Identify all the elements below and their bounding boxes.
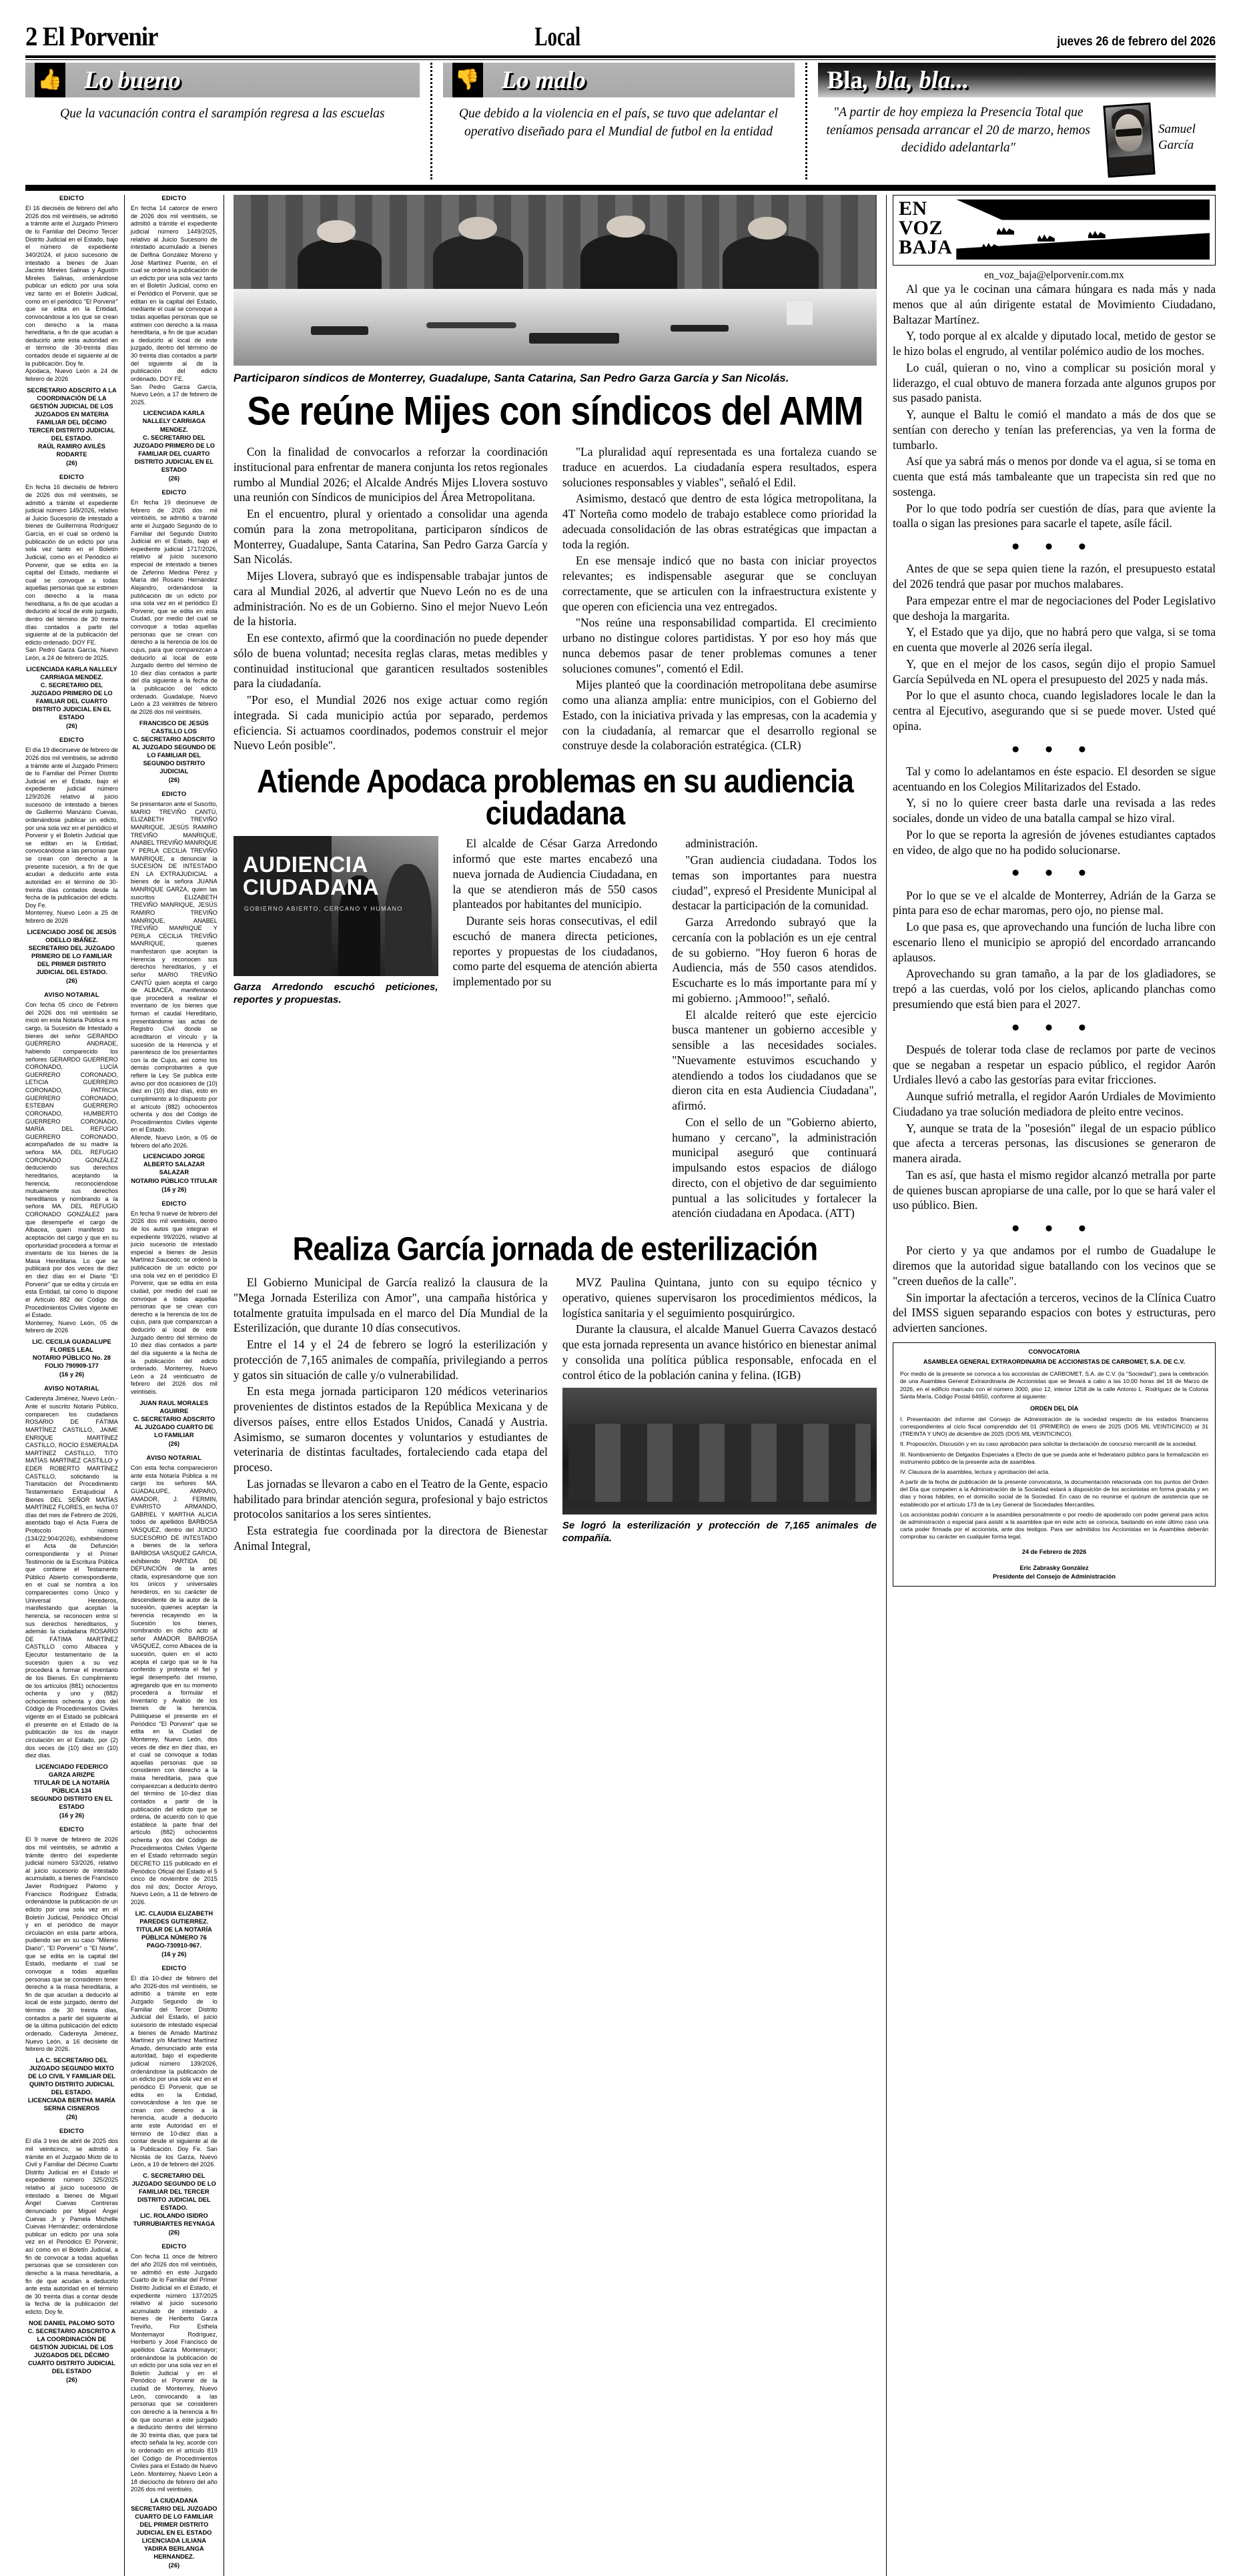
article-paragraph: El Gobierno Municipal de García realizó la clausura de la "Mega Jornada Esteriliza con Amor", una campaña histórica y totalmente gratuita impulsada en el marco del Día Mundial de la Esterilización, que durante 10 días consecutivos. <box>233 1276 548 1335</box>
edict-heading: AVISO NOTARIAL <box>44 991 99 999</box>
edict-body: En fecha 14 catorce de enero de 2026 dos mil veintiséis, se admitió a trámite el expediente judicial número 1449/2025, relativo al Juicio Sucesorio de intestado acumulado a bienes de Delfina González Moreno y José Martínez Puente, en el cual se ordenó la publicación de un edicto por una sola vez tanto en el Boletín Judicial, como en el Periódico el Porvenir, que se editan en la capital del Estado, mediante el cual se convoque a todas aquellas personas que se estimen con derecho a la masa hereditaria, a fin de que acudan a deducirlo al local de este juzgado, dentro del término de 30 treinta días contados a partir del siguiente al de la publicación del edicto ordenado. DOY FE. <box>130 205 218 382</box>
edict-heading: EDICTO <box>161 1965 187 1972</box>
edict-place: Apodaca, Nuevo León a 24 de febrero de 2026 <box>25 368 118 382</box>
esterilizacion-photo <box>562 1388 877 1515</box>
article-paragraph: "Por eso, el Mundial 2026 nos exige actuar como región integrada. Si cada municipio actúa por separado, perdemos eficiencia. Si actuamos coordinados, podemos construir el mejor Nuevo León posible". <box>233 693 548 753</box>
edict-signature: LA CIUDADANA SECRETARIO DEL JUZGADO CUARTO DE LO FAMILIAR DEL PRIMER DISTRITO JUDICIAL EN EL ESTADO LICENCIADA LILIANA YADIRA BERLANGA HERNANDEZ. <box>131 2497 218 2561</box>
audiencia-photo-subtitle: GOBIERNO ABIERTO, CERCANO Y HUMANO <box>244 905 403 913</box>
convocatoria-notice <box>893 1342 1216 1587</box>
en-voz-baja-email[interactable]: en_voz_baja@elporvenir.com.mx <box>984 270 1124 281</box>
edict-body: Con fecha 05 cinco de Febrero del 2026 dos mil veintiséis se inició en esta Notaría Pública a mi cargo, la Sucesión de Intestado a bienes del señor GERARDO GUERRERO ANDRADE, habiendo comparecido los señores GERARDO GUERRERO CORONADO, LUCÍA GUERRERO CORONADO, LETICIA GUERRERO CORONADO, PATRICIA GUERRERO CORONADO, ESTEBAN GUERRERO CORONADO, HUMBERTO GUERRERO CORONADO, MARÍA DEL REFUGIO GUERRERO CORONADO, acompañados de su madre la señora MA. DEL REFUGIO CORONADO GONZÁLEZ deduciendo sus derechos hereditarios, aceptando la herencia, reconociéndose mutuamente sus derechos hereditarios y nombrando a la señora MA. DEL REFUGIO CORONADO GONZÁLEZ para que desempeñe el cargo de Albacea, quien manifestó su aceptación del cargo y que en su oportunidad procederá a formar el inventario de los bienes de la Masa Hereditaria. Lo que se publicará por dos veces de diez en diez días en el Diario "El Porvenir" que se edita y circula en esta Entidad, tal como lo dispone el Artículo 882 del Código de Procedimientos Civiles vigente en el Estado. <box>25 1001 118 1319</box>
en-voz-baja-paragraph: Antes de que se sepa quien tiene la razón, el presupuesto estatal del 2026 tendrá que pasar por muchos malabares. <box>892 562 1216 591</box>
article-paragraph: "Nos reúne una responsabilidad compartida. El crecimiento urbano no distingue colores partidistas. Y por eso hoy más que nunca debemos pasar de tener problemas comunes a tener soluciones comunes", comentó el Edil. <box>562 616 877 675</box>
masthead-rule <box>25 55 1216 60</box>
edict-number: (16 y 26) <box>59 1812 85 1819</box>
edict-number: (26) <box>168 2229 180 2236</box>
thumbs-down-icon: 👎 <box>452 63 483 97</box>
edict-heading: EDICTO <box>161 1200 187 1208</box>
convocatoria-items <box>900 1416 1208 1476</box>
lo-malo-text: Que debido a la violencia en el país, se tuvo que adelantar el operativo diseñado para el Mundial de futbol en la entidad <box>458 107 779 139</box>
en-voz-baja-body <box>893 282 1216 1336</box>
edict-place: San Pedro Garza García, Nuevo León, a 24 de febrero de 2025. <box>25 647 118 662</box>
article-paragraph: El alcalde reiteró que este ejercicio busca mantener un gobierno accesible y sensible a las necesidades sociales. "Nuevamente estuvimos escuchando y atendiendo a todos los ciudadanos que se dieron cita en esta Audiencia Ciudadana", afirmó. <box>672 1007 877 1113</box>
convocatoria-signature: 24 de Febrero de 2026 Eric Zabrasky González Presidente del Consejo de Administración <box>992 1548 1116 1580</box>
lo-bueno-title: Lo bueno <box>84 66 181 94</box>
bla-person <box>1106 104 1216 176</box>
convocatoria-item: II. Proposición, Discusión y en su caso aprobación para solicitar la declaración de concurso mercantil de la sociedad. <box>899 1440 1198 1448</box>
edict-signature: LICENCIADA KARLA NALLELY CARRIAGA MENDEZ. C. SECRETARIO DEL JUZGADO PRIMERO DE LO FAMILIAR DEL CUARTO DISTRITO JUDICIAL EN EL ESTADO <box>26 665 117 721</box>
section-title: Local <box>534 21 581 51</box>
edict-notice <box>25 991 118 1379</box>
lo-bueno-banner <box>25 63 420 97</box>
edict-heading: EDICTO <box>59 195 84 202</box>
paragraph-separator: ● ● ● <box>1011 864 1098 881</box>
edict-body: Se presentaron ante el Suscrito, MARIO TREVIÑO CANTÚ, ELIZABETH TREVIÑO MANRIQUE, JESÚS RAMIRO TREVIÑO MANRIQUE, ANABEL TREVIÑO MANRIQUE Y PERLA CECILIA TREVIÑO MANRIQUE, a denunciar la SUCESIÓN DE INTESTADO EN LA EXTRAJUDICIAL a bienes de la señora JUANA MANRIQUE GARZA, quien las suscritos ELIZABETH TREVIÑO MANRIQUE, JESÚS RAMIRO TREVIÑO MANRIQUE, ANABEL TREVIÑO MANRIQUE Y PERLA CECILIA TREVIÑO MANRIQUE, quienes manifestaron que aceptan la Herencia y reconocen sus derechos hereditarios, y el señor MARIO TREVIÑO CANTÚ quien acepta el cargo de ALBACEA, manifestando que procederá a realizar el inventario de los bienes que forman el caudal Hereditario, presentándome las actas de Registro Civil donde se acreditaron el vínculo y la sucesión de la Herencia y el parentesco de los presentantes con la de Cujus, así como los demás comprobantes a que refiere la Ley. Se publica este aviso por dos ocasiones de (10) diez en (10) diez días, esto en cumplimiento a lo dispuesto por el artículo (882) ochocientos ochenta y dos del Código de Procedimientos Civiles vigente en el Estado. <box>130 801 218 1134</box>
edict-number: (26) <box>168 1440 180 1448</box>
edict-signature: LICENCIADO FEDERICO GARZA ARIZPE TITULAR DE LA NOTARÍA PÚBLICA 134 SEGUNDO DISTRITO EN EL ESTADO <box>31 1763 113 1811</box>
edict-number: (16 y 26) <box>161 1186 187 1193</box>
en-voz-baja-paragraph: Por lo que se reporta la agresión de jóvenes estudiantes captados en video, de algo que no ha podido solucionarse. <box>892 827 1216 857</box>
en-voz-baja-paragraph: Y, que en el mejor de los casos, según dijo el propio Samuel García Sepúlveda en NL opera el presupuesto del 2025 y nada más. <box>892 657 1216 686</box>
lo-malo-cell <box>430 63 805 179</box>
edict-body: El día 10-diez de febrero del año 2026-dos mil veintiséis, se admitió a trámite en este Juzgado Segundo de lo Familiar del Tercer Distrito Judicial del Estado, el juicio sucesorio de intestado especial a bienes de Amado Martínez Martínez y/o Martínez Martínez Amado, denunciado ante esta autoridad, bajo el expediente judicial número 139/2026, ordenándose la publicación de un edicto por una sola vez en el periódico El Porvenir, que se edita en la Entidad, convocándose a los que se crean con derecho a la herencia, acudir a deducirlo ante este Autoridad en el término de 10-diez días a contar desde el siguiente al de la Publicación. Doy Fe. San Nicolás de los Garza, Nuevo León, a 19 de febrero del 2026. <box>130 1975 218 2168</box>
article-paragraph: administración. <box>685 837 758 851</box>
en-voz-baja-paragraph: Y, todo porque al ex alcalde y diputado local, metido de gestor se le hizo bolas el engrudo, al ventilar polémico audio de los moches. <box>892 329 1216 358</box>
edict-body: El 16 dieciséis de febrero del año 2026 dos mil veintiséis, se admitió a trámite ante el Juzgado Primero de lo Familiar del Décimo Tercer Distrito Judicial en el Estado, bajo el número de expediente 340/2024, el juicio sucesorio de intestado a bienes de Juan Jacinto Mireles Salinas y Agustín Mireles Salinas, ordenándose publicar un edicto por una sola vez tanto en el Boletín Judicial, como en el periódico "El Porvenir" que se edita en la Entidad, convocándose a los que se crean con derecho a la masa hereditaria, a fin de que acudan a deducirlo ante esta autoridad en el término de 30-treinta días contados desde el siguiente al de la publicación. Doy fe. <box>25 205 118 367</box>
edict-body: En fecha 9 nueve de febrero del 2026 dos mil veintiséis, dentro de los autos que integran el expediente 99/2026, relativo al juicio sucesorio de intestado especial a bienes de Jesús Martínez Saucedo; se ordenó la publicación de un edicto por una sola vez en el periódico El Porvenir, que se edita en esta ciudad, por medio del cual se convoque a todas aquellas personas que se crean con derecho a la herencia de los de cujus, para que comparezcan a deducirlo al local de este Juzgado dentro del término de 10 diez días contados a partir del día siguiente a la fecha de la publicación del edicto ordenado. Monterrey, Nuevo León a 24 veinticuatro de febrero del 2026 dos mil veintiséis. <box>130 1210 218 1396</box>
edict-signature: FRANCISCO DE JESÚS CASTILLO LOS C. SECRETARIO ADSCRITO AL JUZGADO SEGUNDO DE LO FAMILIAR DEL SEGUNDO DISTRITO JUDICIAL <box>132 719 216 775</box>
lo-malo-banner <box>443 63 795 97</box>
lo-bueno-cell <box>25 63 430 179</box>
article-paragraph: En esta mega jornada participaron 120 médicos veterinarios provenientes de distintos estados de la República Mexicana y de diversos países, entre ellos Estados Unidos, Canadá y Austria. Asimismo, se sumaron docentes y voluntarios y estudiantes de veterinaria de distintas facultades, fortaleciendo cada etapa del proceso. <box>233 1384 548 1474</box>
convocatoria-item: I. Presentación del informe del Consejo de Administración de la sociedad respecto de los estados financieros correspondientes al ciclo fiscal comprendido del 01 (PRIMERO) de enero de 2025 (DOS MIL VEINTICINCO) al 31 (TREINTA Y UNO) de diciembre de 2025 (DOS MIL VEINTICINCO). <box>899 1415 1208 1438</box>
article-paragraph: Garza Arredondo subrayó que la cercanía con la población es un eje central de su gobierno. "Hoy fueron 6 horas de Audiencia, más de 550 casos atendidos. Escucharte es lo más importante para mí y mi gobierno. ¡Ammooo!", señaló. <box>672 915 877 1005</box>
convocatoria-note: A partir de la fecha de publicación de la presente convocatoria, la documentación relacionada con los puntos del Orden del Día que competen a la Administración de la Sociedad estará a disposición de los accionistas en forma gratuita y en días y horas hábiles, en el domicilio social de la Sociedad. En caso de no reunirse el quórum de asistencia que se establecido por el artículo 173 de la Ley General de Sociedades Mercantiles. <box>899 1478 1208 1508</box>
mijes-meeting-photo <box>234 195 877 366</box>
garcia-photo-caption: Se logró la esterilización y protección de 7,165 animales de compañía. <box>562 1520 877 1545</box>
edict-number: (26) <box>66 2377 77 2384</box>
edict-body: El día 3 tres de abril de 2025 dos mil veinticinco, se admitió a trámite en el Juzgado Mixto de lo Civil y Familiar del Décimo Cuarto Distrito Judicial en el Estado el expediente número 325/2025 relativo al juicio sucesorio de intestado a bienes de Miguel Ángel Cuevas Contreras denunciado por Miguel Ángel Cuevas Jr y Pamela Michelle Cuevas Hernández; ordenándose publicar un edicto por una sola vez en el Periódico El Porvenir, así como en el Boletín Judicial, a fin de convocar a todas aquellas personas que se consideren con derecho a la masa hereditaria, a fin de que acudan a deducirlo ante esta autoridad en el término de 30 treinta días a contar desde la fecha de la publicación del edicto. Doy fe. <box>25 2138 118 2316</box>
edict-place: Monterrey, Nuevo León, 05 de febrero de 2026 <box>25 1319 118 1334</box>
bla-bold-word: Bla <box>827 66 863 94</box>
en-voz-baja-title: EN VOZ BAJA <box>898 197 953 258</box>
en-voz-baja-header <box>893 195 1216 266</box>
article-paragraph: "La pluralidad aquí representada es una fortaleza cuando se traduce en acuerdos. La ciudadanía espera resultados, espera soluciones responsables y viables", señaló el Edil. <box>562 445 877 489</box>
edict-notice <box>131 195 218 483</box>
article-paragraph: Entre el 14 y el 24 de febrero se logró la esterilización y protección de 7,165 animales de compañía, privilegiando a perros y gatos sin situación de calle y/o vulnerabilidad. <box>233 1338 548 1382</box>
section-divider-rule <box>25 185 1216 191</box>
edict-heading: AVISO NOTARIAL <box>146 1454 202 1462</box>
edict-number: (26) <box>66 2114 77 2121</box>
en-voz-baja-paragraph: Tal y como lo adelantamos en éste espacio. El desorden se sigue acentuando en los Colegios Militarizados del Estado. <box>892 764 1216 793</box>
article-paragraph: Asimismo, destacó que dentro de esta lógica metropolitana, la 4T Norteña como modelo de trabajo establece como prioridad la adecuada consolidación de las obras estratégicas que impactan a toda la región. <box>562 492 877 551</box>
bla-rest: , bla, bla... <box>862 66 969 94</box>
article-paragraph: Con el sello de un "Gobierno abierto, humano y cercano", la administración municipal aseguró que continuará impulsando estos espacios de diálogo directo, con el objetivo de dar seguimiento puntual a las solicitudes y fortalecer la atención ciudadana en Apodaca. (ATT) <box>672 1115 877 1220</box>
article-paragraph: En el encuentro, plural y orientado a consolidar una agenda común para la zona metropolitana, participaron síndicos de Monterrey, Guadalupe, Santa Catarina, San Pedro Garza García y San Nicolás. <box>233 507 548 566</box>
en-voz-baja-paragraph: Para empezar entre el mar de negociaciones del Poder Legislativo que deshoja la margarita. <box>892 593 1216 622</box>
edict-heading: EDICTO <box>161 195 187 202</box>
edict-number: (26) <box>168 777 180 784</box>
edict-notice <box>25 2128 118 2385</box>
article-paragraph: Esta estrategia fue coordinada por la directora de Bienestar Animal Integral, <box>233 1524 548 1553</box>
en-voz-baja-paragraph: Por lo que se ve el alcalde de Monterrey, Adrián de la Garza se pinta para eso de echar maromas, pero ojo, no piense mal. <box>892 888 1216 917</box>
apodaca-col-text-1 <box>453 836 658 1222</box>
mijes-col-2 <box>562 444 877 755</box>
edict-heading: EDICTO <box>161 791 187 799</box>
en-voz-baja-paragraph: Aunque sufrió metralla, el regidor Aarón Urdiales de Movimiento Ciudadano ya trae solución mediadora de pleito entre vecinos. <box>892 1090 1216 1118</box>
edict-notice <box>131 489 218 785</box>
edict-signature: NOE DANIEL PALOMO SOTO C. SECRETARIO ADSCRITO A LA COORDINACIÓN DE GESTIÓN JUDICIAL DE LOS JUZGADOS DEL DÉCIMO CUARTO DISTRITO JUDICIAL DEL ESTADO <box>27 2319 116 2375</box>
garcia-article-body <box>234 1275 877 1555</box>
edict-heading: AVISO NOTARIAL <box>44 1385 99 1393</box>
publication-date: jueves 26 de febrero del 2026 <box>1057 35 1216 49</box>
mijes-article-body <box>234 444 877 755</box>
edict-signature: LIC. CLAUDIA ELIZABETH PAREDES GUTIERREZ. TITULAR DE LA NOTARÍA PÚBLICA NÚMERO 76 PAGO-730910-967. <box>135 1909 214 1950</box>
lo-malo-title: Lo malo <box>501 66 586 94</box>
en-voz-baja-paragraph: Lo cuál, quieran o no, vino a complicar su posición moral y liderazgo, el cual obtuvo de manera forzada ante algunos grupos por sus pasado panista. <box>892 360 1216 405</box>
edict-signature: LA C. SECRETARIO DEL JUZGADO SEGUNDO MIXTO DE LO CIVIL Y FAMILIAR DEL QUINTO DISTRITO JUDICIAL DEL ESTADO. LICENCIADA BERTHA MARÍA SERNA CISNEROS <box>27 2056 115 2112</box>
en-voz-baja-column <box>886 195 1216 2576</box>
ants-marching-icon <box>956 199 1210 260</box>
edict-body: En fecha 19 diecinueve de febrero de 2026 dos mil veintiséis, se admitió a trámite ante el Juzgado Segundo de lo Familiar del Segundo Distrito Judicial en el Estado, bajo el expediente judicial 1717/2026, relativo al juicio sucesorio especial de intestado a bienes de Zeferino Medina Pérez y María del Rosario Hernández Alejandro, ordenándose la publicación de un edicto por una sola vez en el periódico El Porvenir, que se edita en esta Ciudad, por medio del cual se convoque a todas aquellas personas que se crean con derecho a la herencia de los de cujus, para que comparezcan a deducirlo al local de este Juzgado dentro del término de 10 diez días contados a partir del día siguiente a la fecha de la publicación del edicto ordenado. Guadalupe, Nuevo León a 23 veintitrés de febrero de 2026 dos mil veintiséis. <box>130 499 218 715</box>
bla-bla-cell <box>805 63 1216 179</box>
edict-body: El 9 nueve de febrero de 2026 dos mil veintiséis, se admitió a trámite dentro del expediente judicial número 53/2026, relativo al juicio sucesorio de intestado acumulado, a bienes de Francisco Javier Rodríguez Palomo y Francisco Rodríguez Estrada; ordenándose la publicación de un edicto por una sola vez en el Boletín Judicial, Periódico Oficial y en el periódico de mayor circulación en esta parte arbora, pudiendo ser en su caso "Milenio Diario", "El Porvenir" o "El Norte", que se edita en la capital del Estado, mediante el cual se convoque a todas aquellas personas que se consideren tener derecho a la masa hereditaria, a fin de que acudan a deducirlo al local de este juzgado, dentro del término de 30 treinta días, contados a partir del siguiente al de la última publicación del edicto ordenado. Cadereyta Jiménez, Nuevo León, a 16 decisiete de febrero de 2026. <box>25 1836 118 2053</box>
apodaca-article-body <box>234 836 877 1222</box>
edict-signature: C. SECRETARIO DEL JUZGADO SEGUNDO DE LO FAMILIAR DEL TERCER DISTRITO JUDICIAL DEL ESTADO. LIC. ROLANDO ISIDRO TURRUBIARTES REYNAGA <box>131 2172 216 2228</box>
edict-signature: LIC. CECILIA GUADALUPE FLORES LEAL NOTARIO PÚBLICO No. 28 FOLIO 790909-177 <box>32 1338 111 1370</box>
convocatoria-note-2: Los accionistas podrán concurrir a la asamblea personalmente o por medio de apoderado con poder general para actos de administración o especial para asistir a la asamblea que en este acto se convoca, bastando en este último caso una carta poder firmada por el accionista, ante dos testigos. Para ser admitidos los Accionistas en la Asamblea deberán comprobar su carácter en cualquier forma legal. <box>899 1511 1208 1541</box>
edict-heading: EDICTO <box>59 737 84 745</box>
apodaca-headline: Atiende Apodaca problemas en su audiencia ciudadana <box>256 763 853 832</box>
en-voz-baja-paragraph: Y, aunque se trata de la "posesión" ilegal de un espacio público que afecta a terceras personas, las discusiones se generaron de manera airada. <box>892 1121 1216 1166</box>
lo-bueno-text: Que la vacunación contra el sarampión regresa a las escuelas <box>60 107 385 121</box>
garcia-col-2 <box>562 1275 877 1555</box>
edict-heading: EDICTO <box>59 2128 84 2136</box>
apodaca-col-text-2 <box>672 836 877 1222</box>
edict-notice <box>25 1826 118 2122</box>
edict-signature: JUAN RAUL MORALES AGUIRRE C. SECRETARIO ADSCRITO AL JUZGADO CUARTO DE LO FAMILIAR <box>133 1399 216 1438</box>
en-voz-baja-paragraph: Y, el Estado que ya dijo, que no habrá pero que valga, si se toma en cuenta que moverle al 2026 sería ilegal. <box>892 625 1216 655</box>
apodaca-col-1 <box>234 836 438 1222</box>
edict-signature: LICENCIADA KARLA NALLELY CARRIAGA MENDEZ. C. SECRETARIO DEL JUZGADO PRIMERO DE LO FAMILIAR DEL CUARTO DISTRITO JUDICIAL EN EL ESTADO <box>133 410 216 473</box>
convocatoria-intro: Por medio de la presente se convoca a los accionistas de CARBOMET, S.A. de C.V. (la "Sociedad"), para la celebración de una Asamblea General Extraordinaria de Accionistas que se llevará a cabo a las 10:00 horas del 16 de Marzo de 2026, en el edificio marcado con el número 3000, piso 12, interior 1258 de la calle Antonio L. Rodríguez de la Colonia Santa María, Código Postal 64650, conforme al siguiente: <box>899 1370 1208 1400</box>
page-number-and-title: 2 El Porvenir <box>25 21 158 51</box>
article-paragraph: Mijes planteó que la coordinación metropolitana debe asumirse como una alianza amplia: entre municipios, con el Gobierno del Estado, con la iniciativa privada y las empresas, con la academia y con la ciudadanía, al remarcar que el desarrollo regional se construye desde la colaboración estratégica. (CLR) <box>562 678 877 753</box>
en-voz-baja-paragraph: Sin importar la afectación a terceros, vecinos de la Clínica Cuatro del IMSS siguen separando espacios con botes y estructuras, pero advierten sanciones. <box>892 1290 1216 1335</box>
top-opinion-strip <box>25 63 1216 179</box>
article-paragraph: Con la finalidad de convocarlos a reforzar la coordinación institucional para enfrentar de manera conjunta los retos regionales rumbo al Mundial 2026; el Alcalde Andrés Mijes Llovera sostuvo una reunión con Síndicos de municipios del Área Metropolitana. <box>233 445 548 504</box>
en-voz-baja-paragraph: Y, aunque el Baltu le comió el mandato a más de dos que se sentían con derecho y tenían las preferencias, ya ven la forma de tumbarlo. <box>892 408 1216 452</box>
convocatoria-title: CONVOCATORIA <box>1028 1348 1080 1356</box>
paragraph-separator: ● ● ● <box>1011 538 1098 554</box>
article-paragraph: "Gran audiencia ciudadana. Todos los temas son importantes para nuestra ciudad", expresó el Presidente Municipal al destacar la participación de la comunidad. <box>672 853 877 913</box>
bla-bla-banner <box>818 63 1216 97</box>
edict-signature: LICENCIADO JORGE ALBERTO SALAZAR SALAZAR NOTARIO PÚBLICO TITULAR <box>131 1153 218 1184</box>
en-voz-baja-paragraph: Al que ya le cocinan una cámara húngara es nada más y nada menos que al aún dirigente estatal de Movimiento Ciudadano, Baltazar Martínez. <box>892 282 1216 326</box>
edict-notice <box>131 1454 218 1959</box>
en-voz-baja-paragraph: Por cierto y ya que andamos por el rumbo de Guadalupe le diremos que la autoridad sigue batallando con los vecinos que se "creen dueños de la calle". <box>892 1244 1216 1288</box>
article-paragraph: Mijes Llovera, subrayó que es indispensable trabajar juntos de cara al Mundial 2026, al advertir que Nuevo León no es de una administración. No es de un Gobierno. Sino el mejor Nuevo León de la historia. <box>233 569 548 628</box>
mijes-photo-caption: Participaron síndicos de Monterrey, Guadalupe, Santa Catarina, San Pedro Garza García y San Nicolás. <box>233 372 789 384</box>
edict-number: (16 y 26) <box>59 1371 85 1378</box>
edict-notice <box>131 791 218 1194</box>
edict-place: San Pedro Garza García, Nuevo León, a 17 de febrero de 2025. <box>130 383 218 406</box>
edict-body: Cadereyta Jiménez, Nuevo León.- Ante el suscrito Notario Público, comparecen los ciudadanos ROSARIO DE FÁTIMA MARTÍNEZ CASTILLO, JAIME ENRIQUE MARTÍNEZ CASTILLO, ROCÍO ESMERALDA MARTÍNEZ CASTILLO, TITO MATÍAS MARTÍNEZ CASTILLO y EDER ROBERTO MARTÍNEZ CASTILLO, solicitando la Tramitación del Procedimiento Testamentario Extrajudicial A Bienes DEL SEÑOR MATÍAS MARTÍNEZ FLORES, en fecha 07 días del mes de Febrero de 2026, asentado bajo el Acta Fuera de Protocolo número (134/22;904/2026), exhibiéndome el Acta de Defunción correspondiente y el Primer Testimonio de la Escritura Pública que contiene el Testamento Público Abierto correspondiente, en el cual se nombra a los comparecientes como Único y Universal Herederos, manifestando que aceptan la herencia, se reconocen entre sí sus derechos hereditarios, y además la ciudadana ROSARIO DE FÁTIMA MARTÍNEZ CASTILLO como Albacea y Ejecutor testamentario de la sucesión quien a su vez procederá a formar el inventario de los Bienes. En cumplimiento de los artículos (881) ochocientos ochenta y uno y (882) ochocientos ochenta y dos del Código de Procedimientos Civiles vigente en el Estado se publicará el presente en el Estado de la publicación de los de mayor circulación en el Estado, por (2) dos veces de (10) diez en (10) diez días. <box>25 1395 118 1759</box>
edicts-column-b <box>125 195 224 2576</box>
article-paragraph: En ese mensaje indicó que no basta con iniciar proyectos relevantes; es indispensable asegurar que se concluyan correctamente, que se articulen con la infraestructura existente y que operen con eficiencia una vez entregados. <box>562 554 877 613</box>
audiencia-ciudadana-photo <box>234 836 438 976</box>
page-body <box>25 195 1216 2576</box>
en-voz-baja-paragraph: Por lo que todo podría ser cuestión de días, para que aviente la toalla o sigan las presiones para sacarle el tapete, asíle fácil. <box>892 501 1216 530</box>
article-paragraph: Durante seis horas consecutivas, el edil escuchó de manera directa peticiones, reportes y propuestas de los ciudadanos, como parte del esquema de atención abierta implementado por su <box>452 914 658 989</box>
edict-heading: EDICTO <box>59 474 84 482</box>
edicts-column-a <box>25 195 125 2576</box>
edict-number: (26) <box>168 475 180 482</box>
edict-number: (26) <box>168 2562 180 2569</box>
convocatoria-subtitle: ASAMBLEA GENERAL EXTRAORDINARIA DE ACCIONISTAS DE CARBOMET, S.A. DE C.V. <box>923 1358 1186 1366</box>
edict-notice <box>131 2243 218 2570</box>
bla-quote: "A partir de hoy empieza la Presencia Total que teníamos pensada arrancar el 20 de marzo, hemos decidido adelantarla" <box>826 105 1090 155</box>
en-voz-baja-paragraph: Lo que pasa es, que aprovechando una función de lucha libre con escenario lleno el municipio se apropió del encordado arrancando aplausos. <box>892 920 1216 964</box>
edict-signature: SECRETARIO ADSCRITO A LA COORDINACIÓN DE LA GESTIÓN JUDICIAL DE LOS JUZGADOS EN MATERIA FAMILIAR DEL DÉCIMO TERCER DISTRITO JUDICIAL DEL ESTADO. RAÚL RAMIRO AVILÉS RODARTE <box>27 386 117 458</box>
center-column <box>224 195 886 2576</box>
en-voz-baja-paragraph: Y, si no lo quiere creer basta darle una revisada a las redes sociales, donde un video de una batalla campal se hizo viral. <box>892 796 1216 825</box>
paragraph-separator: ● ● ● <box>1011 1220 1098 1236</box>
en-voz-baja-paragraph: Aprovechando su gran tamaño, a la par de los gladiadores, se trepó a las cuerdas, voló por los cielos, aplicando planchas como presumiendo que está bien para el 2027. <box>892 967 1216 1011</box>
edict-notice <box>25 474 118 731</box>
edict-notice <box>131 1965 218 2237</box>
paragraph-separator: ● ● ● <box>1011 1018 1098 1035</box>
edict-notice <box>131 1200 218 1448</box>
edict-number: (26) <box>66 977 77 985</box>
en-voz-baja-paragraph: Tan es así, que hasta el mismo regidor alcanzó metralla por parte de quienes buscan apropiarse de una calle, por lo que se hará valer el uso público. Bien. <box>892 1168 1216 1212</box>
bla-bla-title <box>827 66 969 95</box>
edict-heading: EDICTO <box>161 2243 187 2251</box>
convocatoria-order-title: ORDEN DEL DÍA <box>1029 1404 1079 1412</box>
en-voz-baja-paragraph: Por lo que el asunto choca, cuando legisladores locale le dan la centra al Ejecutivo, asegurando que si se puede mover. Usted qué opina. <box>892 689 1216 733</box>
article-paragraph: En ese contexto, afirmó que la coordinación no puede depender sólo de buena voluntad; necesita reglas claras, metas medibles y continuidad institucional que garanticen resultados sostenibles para la ciudadanía. <box>233 631 548 691</box>
edict-place: Allende, Nuevo León, a 05 de febrero del año 2026. <box>130 1134 218 1149</box>
edict-signature: LICENCIADO JOSÉ DE JESÚS ODELLO IBÁÑEZ. SECRETARIO DEL JUZGADO PRIMERO DE LO FAMILIAR DEL PRIMER DISTRITO JUDICIAL DEL ESTADO. <box>27 928 117 976</box>
edict-notice <box>25 737 118 985</box>
paragraph-separator: ● ● ● <box>1011 740 1098 757</box>
apodaca-photo-caption: Garza Arredondo escuchó peticiones, reportes y propuestas. <box>233 981 438 1006</box>
edict-notice <box>25 195 118 468</box>
edict-body: Con fecha 11 once de febrero del año 2026 dos mil veintiséis, se admitió en este Juzgado Cuarto de lo Familiar del Primer Distrito Judicial en el Estado, el expediente número 137/2025 relativo al juicio sucesorio acumulado de intestado a bienes de Heriberto Garza Treviño, Flor Esthela Montemayor Rodríguez, Heriberto y José Francisco de apellidos Garza Montemayor; ordenándose la publicación de un edicto por una sola vez en el Boletín Judicial y en el Periódico el Porvenir de la ciudad de Monterrey, Nuevo León, convocando a las personas que se consideren con derecho a la herencia a fin de que ocurran a este juzgado a deducirlo dentro del término de 30 treinta días, que para tal efecto señala la ley, acorde con lo ordenado en el artículo 819 del Código de Procedimientos Civiles para el Estado de Nuevo León. Monterrey, Nuevo León a 18 dieciocho de febrero del año 2026 dos mil veintiséis. <box>130 2253 218 2493</box>
edict-body: El día 19 diecinueve de febrero de 2026 dos mil veintiséis, se admitió a trámite ante el Juzgado Primero de lo Familiar del Primer Distrito Judicial en el Estado, bajo el expediente judicial número 129/2026 relativo al juicio sucesorio de intestado a bienes de Guillermo Manzano Cuevas, ordenándose publicar un edicto, por una sola vez en el periódico el Porvenir y el Boletín Judicial que se editan en la Entidad, convocándose a las personas que se crean con derecho a la presente sucesión, a fin de que acudan a deducirlo ante esta autoridad en el término de 30-treinta días contados desde la fecha de la publicación del edicto. Doy Fe. <box>25 747 118 909</box>
edict-place: Monterrey, Nuevo León a 25 de febrero de 2026 <box>25 909 118 924</box>
edict-heading: EDICTO <box>161 488 187 496</box>
article-paragraph: El alcalde de César Garza Arredondo informó que este martes encabezó una nueva jornada de Audiencia Ciudadana, en la que se atendieron más de 550 casos planteados por habitantes del municipio. <box>452 837 658 911</box>
en-voz-baja-paragraph: Así que ya sabrá más o menos por donde va el agua, si se toma en cuenta que está más tambaleante que un trapecista sin red que no sostenga. <box>892 454 1216 498</box>
convocatoria-item: III. Nombramiento de Delgados Especiales a Efecto de que se pueda ante el federatario público para la formalización en instrumento público de la presente acta de asamblea. <box>899 1450 1208 1465</box>
edict-number: (26) <box>66 460 77 467</box>
mijes-headline: Se reúne Mijes con síndicos del AMM <box>247 388 863 434</box>
edict-body: Con esta fecha comparecieron ante esta Notaría Pública a mi cargo los señores MA. GUADALUPE, AMPARO, AMADOR, J. FERMIN, EVARISTO ARMANDO, GABRIEL Y MARTHA ALICIA todos de apellidos BARBOSA VASQUEZ, dentro del JUICIO SUCESORIO DE INTESTADO a bienes de la señora BARBOSA VASQUEZ GARCIA, exhibiendo PARTIDA DE DEFUNCIÓN de la antes citada, expresándome que son los únicos y universales herederos, en su carácter de descendiente de la autor de la sucesión, quienes aceptan la herencia recayendo en la Sucesión los bienes, nombrando en dicho acto al señor AMADOR BARBOSA VASQUEZ, como Albacea de la sucesión, quien en el acto acepta el cargo que se le ha conferido y protesta el fiel y legal desempeño del mismo, agregando que en su momento procederá a formular el Inventario y Avalúo de los bienes de la herencia. Publíquese el presente en el Periódico "El Porvenir" que se edita en la Ciudad de Monterrey, Nuevo León, dos veces de diez en diez días, en el cual se convoque a todas aquellas personas que se consideren con derecho a la masa hereditaria, para que comparezcan a deducirlo dentro del término de 10-diez días contados a partir de la publicación del edicto que se ordena, de acuerdo con lo que establece la parte final del artículo (882) ochocientos ochenta y dos del Código de Procedimientos Civiles Vigente en el Estado reformado según DECRETO 115 publicado en el Periódico Oficial del Estado el 5 cinco de noviembre de 2015 dos mil dos; Doctor Arroyo, Nuevo León, a 11 de febrero de 2026. <box>130 1464 218 1906</box>
edict-number: (16 y 26) <box>161 1951 187 1958</box>
article-paragraph: MVZ Paulina Quintana, junto con su equipo técnico y operativo, quienes supervisaron los procedimientos médicos, la logística sanitaria y el seguimiento posquirúrgico. <box>562 1276 877 1320</box>
article-paragraph: Durante la clausura, el alcalde Manuel Guerra Cavazos destacó que esta jornada representa un avance histórico en bienestar animal y consolida una política pública responsable, enfocada en el control ético de la población canina y felina. (IGB) <box>562 1322 877 1382</box>
garcia-col-1 <box>234 1275 548 1555</box>
garcia-headline: Realiza García jornada de esterilización <box>292 1230 818 1268</box>
samuel-garcia-photo <box>1103 103 1155 178</box>
edict-number: (26) <box>66 723 77 730</box>
bla-content <box>818 97 1216 176</box>
convocatoria-item: IV. Clausura de la asamblea, lectura y aprobación del acta. <box>899 1468 1050 1475</box>
thumbs-up-icon: 👍 <box>35 63 65 97</box>
article-paragraph: Las jornadas se llevaron a cabo en el Teatro de la Gente, espacio habilitado para brindar atención segura, profesional y bajo estrictos protocolos sanitarios a los seres sintientes. <box>233 1476 548 1521</box>
audiencia-photo-title: AUDIENCIA CIUDADANA <box>242 852 380 900</box>
edict-notice <box>25 1385 118 1820</box>
masthead <box>20 0 1221 52</box>
en-voz-baja-paragraph: Después de tolerar toda clase de reclamos por parte de vecinos que se negaban a respetar un espacio público, el regidor Aarón Urdiales llevó a cabo las gestorías para evitar fricciones. <box>892 1042 1216 1087</box>
mijes-col-1 <box>234 444 548 755</box>
edict-body: En fecha 16 dieciséis de febrero de 2026 dos mil veintiséis, se admitió a trámite el expediente judicial número 149/2026, relativo al Juicio Sucesorio de intestado a bienes de Guillermina Rodríguez García, en el cual se ordenó la publicación de un edicto por una sola vez tanto en el Boletín Judicial, como en el Periódico el Porvenir, que se edita en la capital del Estado, mediante el cual se convoque a todas aquellas personas que se estimen con derecho a la masa hereditaria, a fin de que acudan a deducirlo al local de este juzgado, dentro del término de 30 treinta días contados a partir del siguiente al de la publicación del edicto ordenado. DOY FE. <box>25 484 118 646</box>
edict-heading: EDICTO <box>59 1826 84 1834</box>
bla-person-name: Samuel García <box>1158 122 1196 152</box>
